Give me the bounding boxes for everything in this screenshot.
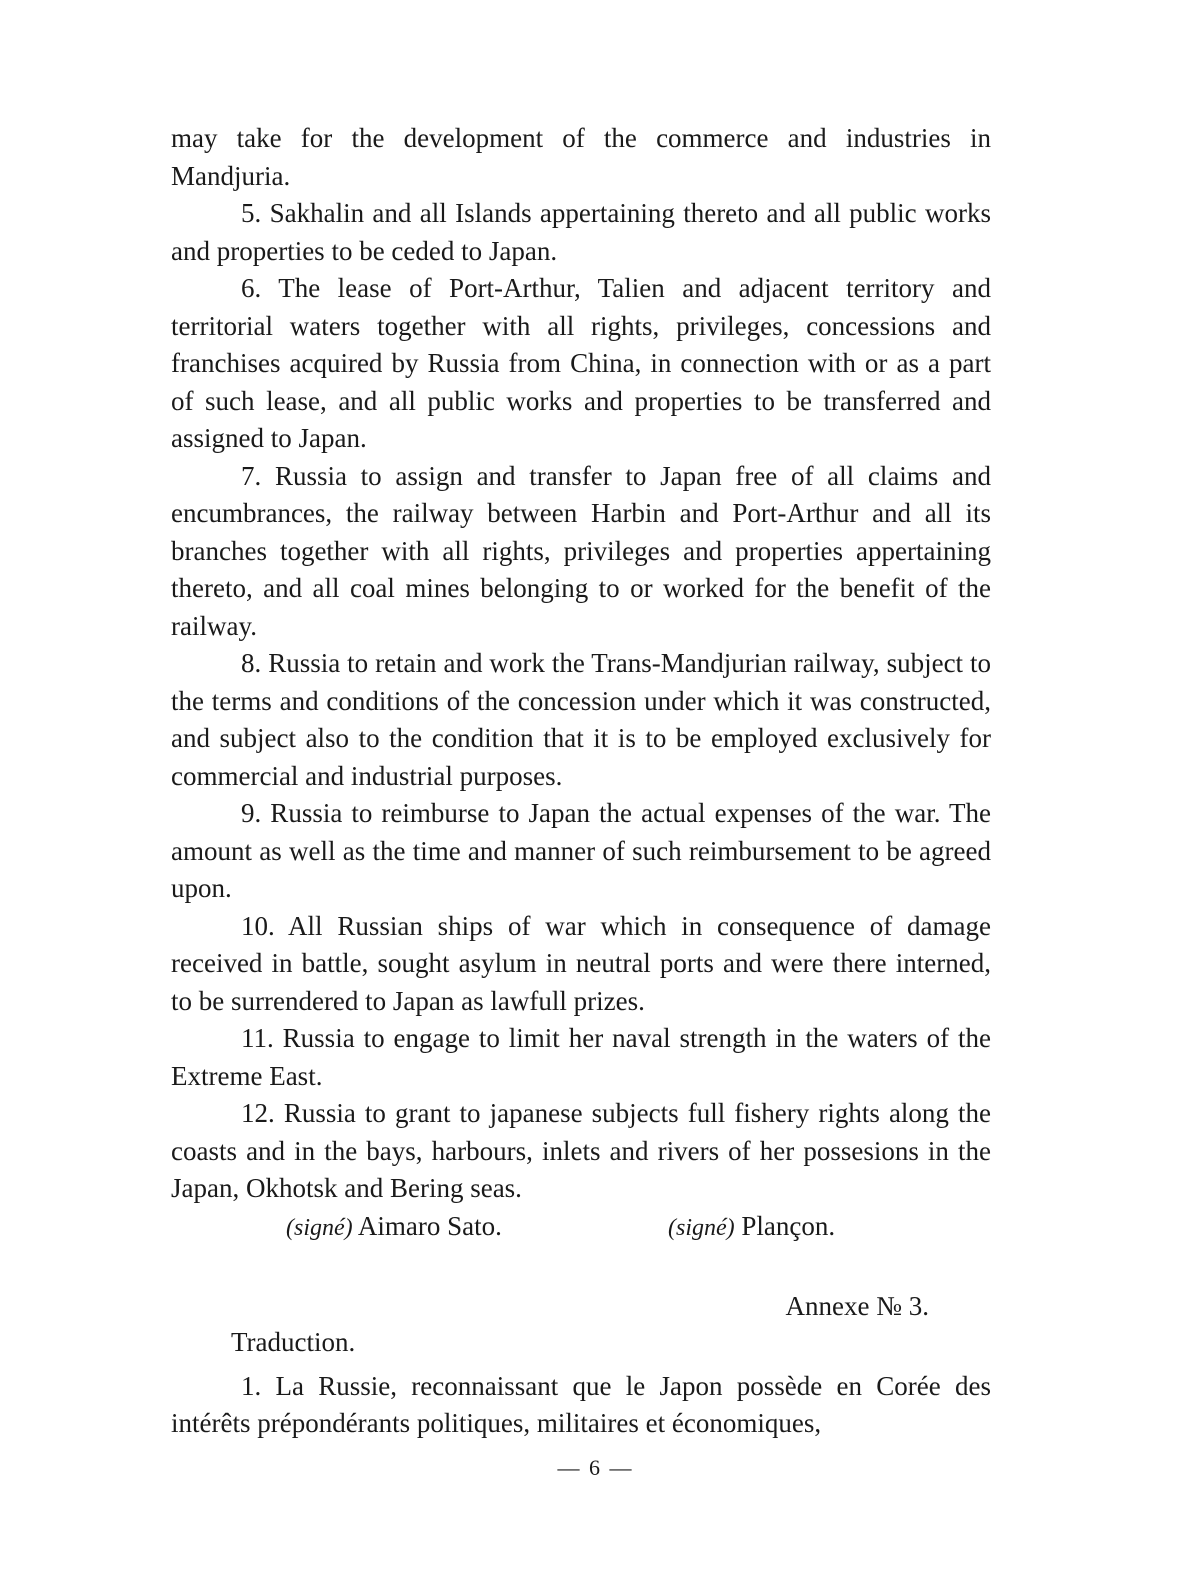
article-8: 8. Russia to retain and work the Trans-Mandjurian railway, subject to the terms and conditions of the concession under which it was constructed, and subject also to the condition that it is to be employed exclusively for commercial and industrial purposes. (171, 648, 991, 791)
french-article-1: 1. La Russie, reconnaissant que le Japon possède en Corée des intérêts prépondérants politiques, militaires et économiques, (171, 1370, 991, 1438)
article-6: 6. The lease of Port-Arthur, Talien and adjacent territory and territorial waters together with all rights, privileges, concessions and franchises acquired by Russia from China, in connection with or as a part of such lease, and all public works and properties to be transferred and assigned to Japan. (171, 273, 991, 453)
paragraph-continuation: may take for the development of the commerce and industries in Mandjuria. (171, 123, 991, 191)
article-9: 9. Russia to reimburse to Japan the actual expenses of the war. The amount as well as the time and manner of such reimbursement to be agreed upon. (171, 798, 991, 903)
signature-line (171, 1208, 991, 1248)
article-11: 11. Russia to engage to limit her naval strength in the waters of the Extreme East. (171, 1023, 991, 1091)
signature-plancon (668, 1208, 835, 1248)
signature-prefix: (signé) (668, 1214, 735, 1241)
traduction-label: Traduction. (231, 1326, 356, 1357)
signature-sato (286, 1208, 502, 1248)
article-5: 5. Sakhalin and all Islands appertaining thereto and all public works and properties to be ceded to Japan. (171, 198, 991, 266)
signatory-name: Plançon. (741, 1210, 836, 1241)
signature-prefix: (signé) (286, 1214, 353, 1241)
annex-header (171, 1288, 991, 1368)
annex-label: Annexe № 3. (785, 1290, 929, 1321)
signatory-name: Aimaro Sato. (357, 1210, 502, 1241)
page-number: — 6 — (557, 1455, 634, 1480)
document-page (171, 120, 991, 1443)
article-12: 12. Russia to grant to japanese subjects full fishery rights along the coasts and in the bays, harbours, inlets and rivers of her possesions in the Japan, Okhotsk and Bering seas. (171, 1098, 991, 1203)
article-10: 10. All Russian ships of war which in consequence of damage received in battle, sought asylum in neutral ports and were there interned, to be surrendered to Japan as lawfull prizes. (171, 910, 991, 1016)
article-7: 7. Russia to assign and transfer to Japan free of all claims and encumbrances, the railway between Harbin and Port-Arthur and all its branches together with all rights, privileges and properties appertaining thereto, and all coal mines belonging to or worked for the benefit of the railway. (171, 460, 991, 641)
